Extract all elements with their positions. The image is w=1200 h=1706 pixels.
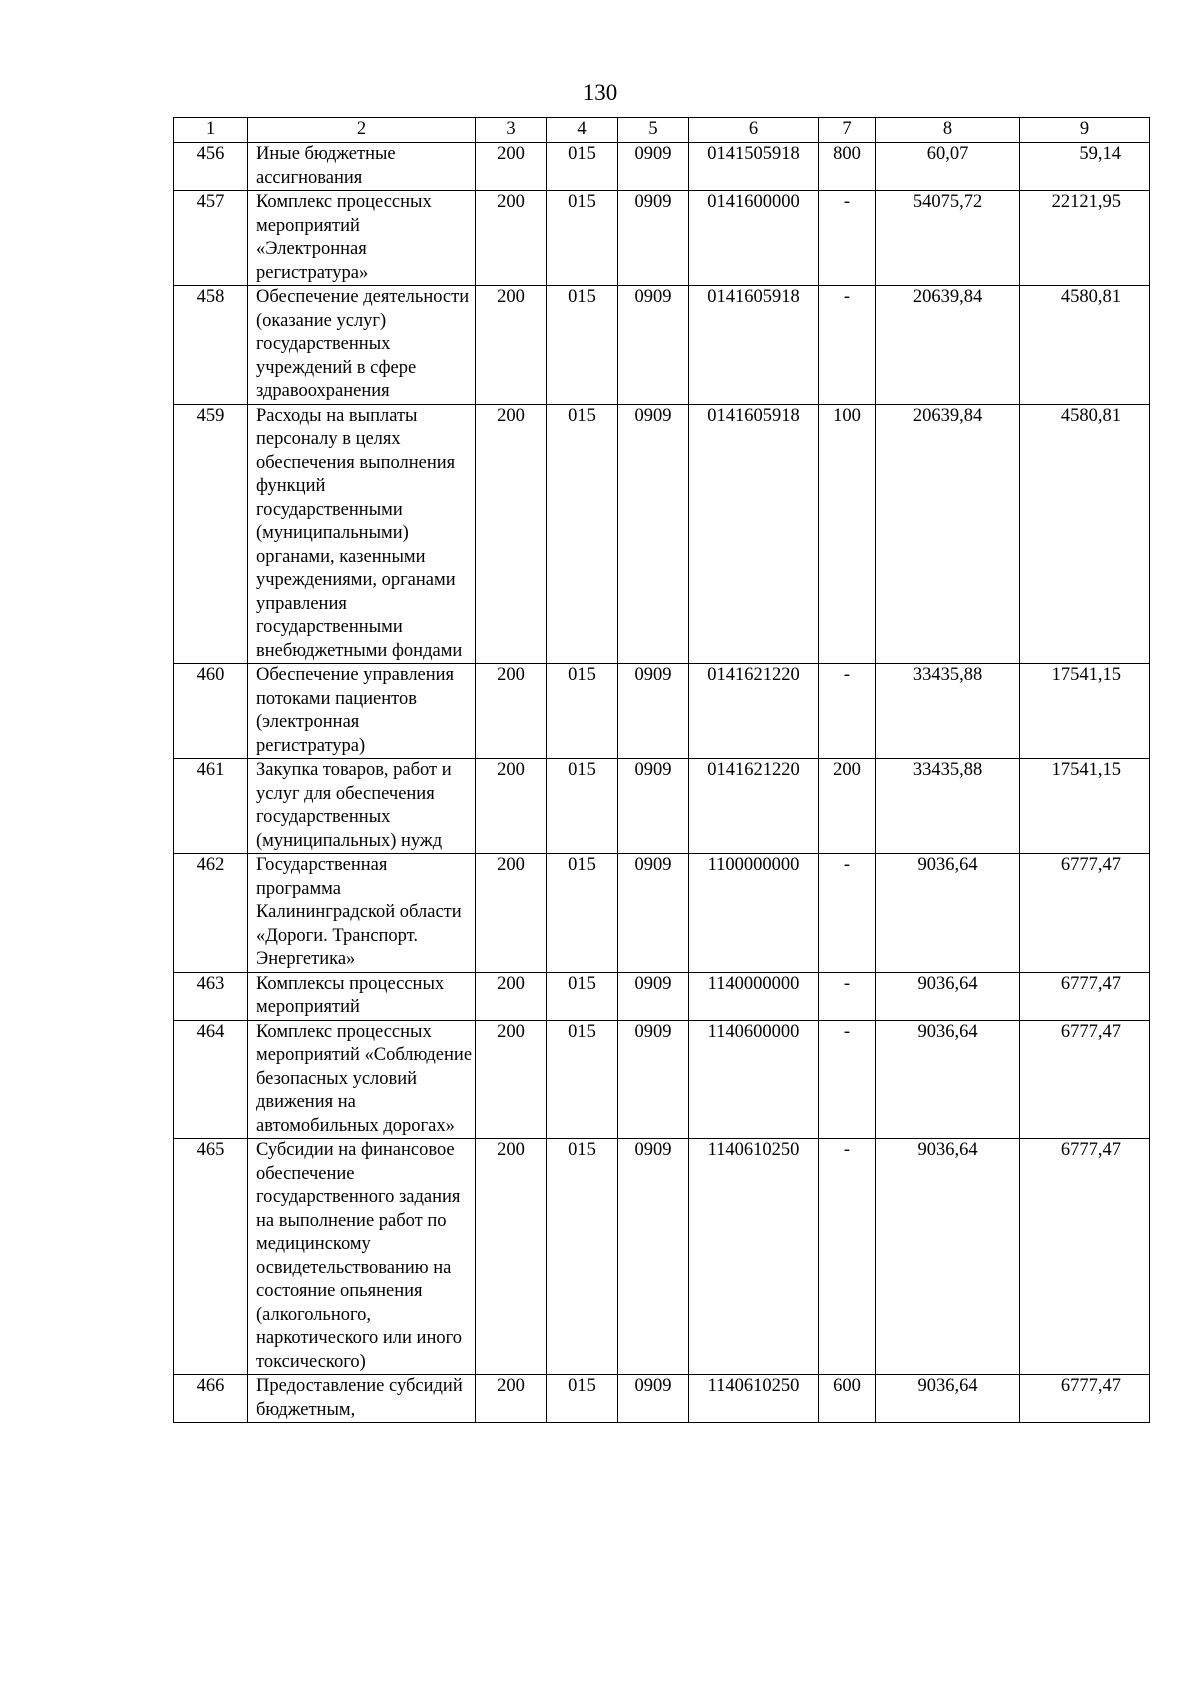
amount-cell: 9036,64 [876, 854, 1020, 973]
amount-cell: 54075,72 [876, 191, 1020, 286]
code-cell: 0909 [618, 286, 689, 405]
expense-name: Иные бюджетные ассигнования [248, 143, 476, 191]
row-number: 459 [174, 404, 248, 664]
amount-cell: 6777,47 [1020, 972, 1150, 1020]
table-row [174, 664, 1150, 759]
target-article-cell: 1140610250 [689, 1139, 819, 1375]
code-cell: 015 [547, 1020, 618, 1139]
amount-cell: 20639,84 [876, 404, 1020, 664]
amount-cell: 4580,81 [1020, 286, 1150, 405]
code-cell: 200 [476, 759, 547, 854]
expense-type-cell: 100 [819, 404, 876, 664]
column-header: 2 [248, 118, 476, 143]
code-cell: 0909 [618, 143, 689, 191]
code-cell: 0909 [618, 404, 689, 664]
code-cell: 200 [476, 1020, 547, 1139]
code-cell: 015 [547, 759, 618, 854]
target-article-cell: 0141605918 [689, 404, 819, 664]
code-cell: 0909 [618, 191, 689, 286]
expense-type-cell: - [819, 191, 876, 286]
code-cell: 200 [476, 404, 547, 664]
column-header: 1 [174, 118, 248, 143]
table-row [174, 191, 1150, 286]
target-article-cell: 0141621220 [689, 759, 819, 854]
row-number: 461 [174, 759, 248, 854]
amount-cell: 6777,47 [1020, 1020, 1150, 1139]
amount-cell: 17541,15 [1020, 759, 1150, 854]
target-article-cell: 1140000000 [689, 972, 819, 1020]
code-cell: 200 [476, 191, 547, 286]
expense-type-cell: - [819, 1139, 876, 1375]
amount-cell: 9036,64 [876, 1139, 1020, 1375]
expense-type-cell: 200 [819, 759, 876, 854]
code-cell: 015 [547, 143, 618, 191]
code-cell: 0909 [618, 854, 689, 973]
row-number: 457 [174, 191, 248, 286]
table-row [174, 1020, 1150, 1139]
table-row [174, 854, 1150, 973]
code-cell: 0909 [618, 972, 689, 1020]
target-article-cell: 1100000000 [689, 854, 819, 973]
code-cell: 200 [476, 1375, 547, 1423]
code-cell: 0909 [618, 1020, 689, 1139]
expense-name: Обеспечение управления потоками пациентов (электронная регистратура) [248, 664, 476, 759]
table-row [174, 404, 1150, 664]
row-number: 465 [174, 1139, 248, 1375]
column-header: 6 [689, 118, 819, 143]
amount-cell: 33435,88 [876, 664, 1020, 759]
column-header: 7 [819, 118, 876, 143]
header-row [174, 118, 1150, 143]
code-cell: 015 [547, 854, 618, 973]
code-cell: 200 [476, 972, 547, 1020]
expense-name: Закупка товаров, работ и услуг для обеспечения государственных (муниципальных) нужд [248, 759, 476, 854]
expense-type-cell: - [819, 854, 876, 973]
expense-name: Государственная программа Калининградской области «Дороги. Транспорт. Энергетика» [248, 854, 476, 973]
expense-type-cell: 800 [819, 143, 876, 191]
row-number: 458 [174, 286, 248, 405]
code-cell: 0909 [618, 1139, 689, 1375]
table-row [174, 759, 1150, 854]
amount-cell: 4580,81 [1020, 404, 1150, 664]
code-cell: 0909 [618, 1375, 689, 1423]
table-row [174, 286, 1150, 405]
code-cell: 200 [476, 854, 547, 973]
code-cell: 200 [476, 1139, 547, 1375]
code-cell: 0909 [618, 664, 689, 759]
column-header: 3 [476, 118, 547, 143]
code-cell: 015 [547, 191, 618, 286]
expense-type-cell: - [819, 286, 876, 405]
target-article-cell: 0141505918 [689, 143, 819, 191]
code-cell: 015 [547, 1375, 618, 1423]
amount-cell: 17541,15 [1020, 664, 1150, 759]
budget-table [173, 117, 1150, 1423]
code-cell: 015 [547, 1139, 618, 1375]
expense-name: Предоставление субсидий бюджетным, [248, 1375, 476, 1423]
code-cell: 200 [476, 286, 547, 405]
amount-cell: 6777,47 [1020, 1139, 1150, 1375]
expense-type-cell: - [819, 972, 876, 1020]
code-cell: 015 [547, 286, 618, 405]
column-header: 4 [547, 118, 618, 143]
code-cell: 015 [547, 664, 618, 759]
table-row [174, 1375, 1150, 1423]
code-cell: 015 [547, 972, 618, 1020]
table-row [174, 972, 1150, 1020]
amount-cell: 9036,64 [876, 1375, 1020, 1423]
code-cell: 200 [476, 143, 547, 191]
code-cell: 0909 [618, 759, 689, 854]
expense-name: Субсидии на финансовое обеспечение государственного задания на выполнение работ по медицинскому освидетельствованию на состояние опьянения (алкогольного, наркотического или иного токсического) [248, 1139, 476, 1375]
row-number: 466 [174, 1375, 248, 1423]
target-article-cell: 1140600000 [689, 1020, 819, 1139]
expense-type-cell: 600 [819, 1375, 876, 1423]
target-article-cell: 1140610250 [689, 1375, 819, 1423]
amount-cell: 9036,64 [876, 1020, 1020, 1139]
expense-name: Расходы на выплаты персоналу в целях обеспечения выполнения функций государственными (муниципальными) органами, казенными учреждениями, органами управления государственными внебюджетными фондами [248, 404, 476, 664]
amount-cell: 33435,88 [876, 759, 1020, 854]
row-number: 456 [174, 143, 248, 191]
expense-name: Комплекс процессных мероприятий «Электронная регистратура» [248, 191, 476, 286]
code-cell: 015 [547, 404, 618, 664]
target-article-cell: 0141605918 [689, 286, 819, 405]
row-number: 460 [174, 664, 248, 759]
target-article-cell: 0141600000 [689, 191, 819, 286]
amount-cell: 60,07 [876, 143, 1020, 191]
amount-cell: 22121,95 [1020, 191, 1150, 286]
amount-cell: 59,14 [1020, 143, 1150, 191]
amount-cell: 9036,64 [876, 972, 1020, 1020]
row-number: 462 [174, 854, 248, 973]
expense-name: Обеспечение деятельности (оказание услуг) государственных учреждений в сфере здравоохранения [248, 286, 476, 405]
amount-cell: 6777,47 [1020, 1375, 1150, 1423]
amount-cell: 20639,84 [876, 286, 1020, 405]
page-number: 130 [582, 80, 618, 105]
code-cell: 200 [476, 664, 547, 759]
expense-name: Комплекс процессных мероприятий «Соблюдение безопасных условий движения на автомобильных дорогах» [248, 1020, 476, 1139]
expense-type-cell: - [819, 664, 876, 759]
row-number: 464 [174, 1020, 248, 1139]
table-row [174, 1139, 1150, 1375]
expense-type-cell: - [819, 1020, 876, 1139]
column-header: 8 [876, 118, 1020, 143]
table-row [174, 143, 1150, 191]
expense-name: Комплексы процессных мероприятий [248, 972, 476, 1020]
column-header: 5 [618, 118, 689, 143]
target-article-cell: 0141621220 [689, 664, 819, 759]
column-header: 9 [1020, 118, 1150, 143]
row-number: 463 [174, 972, 248, 1020]
amount-cell: 6777,47 [1020, 854, 1150, 973]
